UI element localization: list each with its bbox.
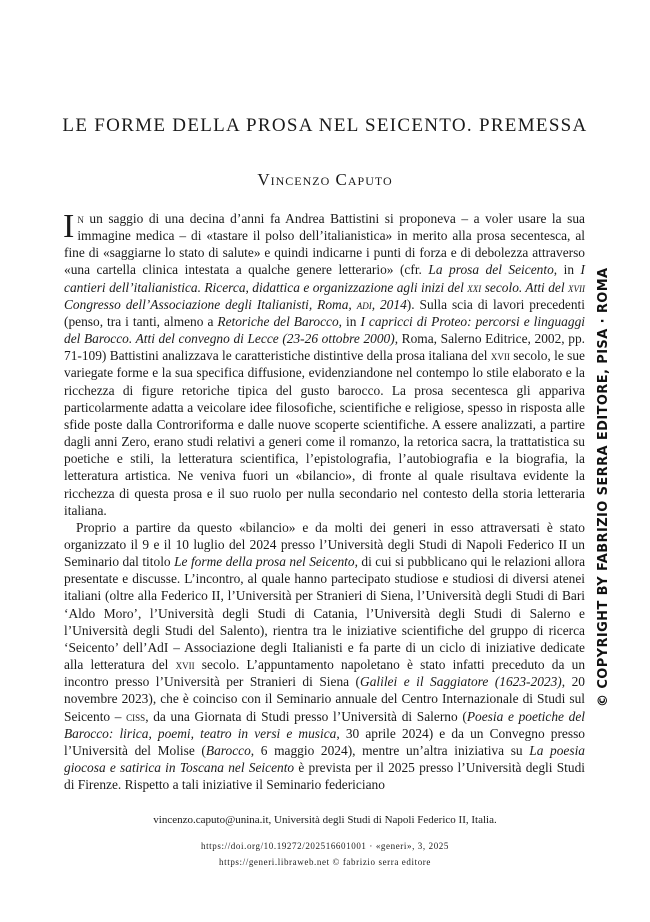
text-run: xvii xyxy=(175,657,195,673)
doi-line: https://doi.org/10.19272/202516601001 · «generi», 3, 2025 xyxy=(200,841,450,851)
article-title: LE FORME DELLA PROSA NEL SEICENTO. PREMESSA xyxy=(62,115,588,136)
drop-cap: I xyxy=(63,208,75,245)
text-run: Retoriche del Barocco xyxy=(217,313,339,329)
text-run: secolo. Atti del xyxy=(481,279,568,295)
text-run: , in xyxy=(553,262,581,278)
text-run: n xyxy=(77,211,84,226)
publisher-site-line: https://generi.libraweb.net © fabrizio serra editore xyxy=(219,857,431,867)
text-run: , 2014 xyxy=(371,296,407,312)
text-run: Proprio a partire da questo «bilancio» e da molti dei generi in esso attraversati è stato organizzato il 9 e il 10 luglio del 2024 presso l’Università degli Studi di Napoli Federico II un Seminario dal titolo xyxy=(64,519,585,570)
text-run: xvii xyxy=(490,348,510,364)
text-run: I cantieri dell’italianistica. Ricerca, didattica e organizzazione agli inizi del xyxy=(64,262,585,295)
text-run: Congresso dell’Associazione degli Italianisti, Roma, xyxy=(64,296,357,312)
text-run: Barocco xyxy=(205,742,251,758)
text-run: , di cui si pubblicano qui le relazioni allora presentate e discusse. L’incontro, al quale hanno partecipato studiose e studiosi di diversi atenei italiani (oltre alla Federico II, l’Università per Stranieri di Siena, l’Università degli Studi di Bari ‘Aldo Moro’, l’Università degli Studi di Catania, l’Università degli Studi di Salerno e l’Università degli Studi del Salento), rientra tra le iniziative scientifiche del gruppo di ricerca ‘Seicento’ dell’AdI – Associazione degli Italianisti e fa parte di un ciclo di iniziative dedicate alla letteratura del xyxy=(64,554,586,673)
text-run: xvii xyxy=(568,279,585,295)
text-run: ciss xyxy=(126,708,146,724)
text-run: secolo, le sue variegate forme e la sua specifica diffusione, evidenziandone nel contempo lo stile elaborato e la ricchezza di figure retoriche tipica del gusto barocco. La prosa secentesca gli appariva particolarmente adatta a veicolare idee filosofiche, scientifiche e religiose, spesso in risposta alle sfide poste dalla Controriforma e dalle nuove scoperte scientifiche. A essere analizzati, a partire dagli anni Zero, erano studi relativi a generi come il romanzo, la retorica sacra, la trattatistica su poetiche e stili, la letteratura scientifica, l’epistolografia, l’autobiografia e la biografia, la letteratura artistica. Ne veniva fuori un «bilancio», di fronte al quale risultava evidente la ricchezza di questa prosa e il suo ruolo per nulla secondario nel contesto della storia letteraria italiana. xyxy=(64,348,585,518)
text-run: I capricci di Proteo: percorsi e linguaggi del Barocco. Atti del convegno di Lecce (23-26 ottobre 2000) xyxy=(64,313,585,347)
author-affiliation-footnote: vincenzo.caputo@unina.it, Università degli Studi di Napoli Federico II, Italia. xyxy=(153,814,497,826)
paragraph-2 xyxy=(64,519,585,794)
text-run: un saggio di una decina d’anni fa Andrea Battistini si proponeva – a voler usare la sua immagine medica – di «tastare il polso dell’italianistica» in merito alla prosa secentesca, al fine di «saggiarne lo stato di salute» e quindi indicarne i punti di forza e di debolezza attraverso «una cartella clinica intestata a qualche genere letterario» (cfr. xyxy=(64,211,585,278)
text-run: Galilei e il Saggiatore (1623-2023) xyxy=(360,674,562,690)
article-author: Vincenzo Caputo xyxy=(257,170,393,189)
text-run: secolo. L’appuntamento napoletano è stato infatti preceduto da un incontro presso l’Università per Stranieri di Siena ( xyxy=(64,657,586,690)
text-run: Poesia e poetiche del Barocco: lirica, poemi, teatro in versi e musica xyxy=(64,708,585,741)
article-body xyxy=(64,210,585,793)
copyright-sidebar: © COPYRIGHT BY FABRIZIO SERRA EDITORE, PISA · ROMA xyxy=(596,267,611,707)
paragraph-1 xyxy=(64,210,585,519)
text-run: , da una Giornata di Studi presso l’Università di Salerno ( xyxy=(145,708,467,724)
text-run: , 30 aprile 2024) e da un Convegno presso l’Università del Molise ( xyxy=(64,725,585,758)
text-run: ). Sulla scia di lavori precedenti (penso, tra i tanti, almeno a xyxy=(64,296,585,329)
text-run: La poesia giocosa e satirica in Toscana nel Seicento xyxy=(64,742,585,775)
text-run: , in xyxy=(338,313,361,329)
text-run: è prevista per il 2025 presso l’Università degli Studi di Firenze. Rispetto a tali iniziative il Seminario federiciano xyxy=(64,760,585,793)
text-run: La prosa del Seicento xyxy=(428,262,554,278)
text-run: , Roma, Salerno Editrice, 2002, pp. 71-109) Battistini analizzava le caratteristiche distintive della prosa italiana del xyxy=(64,331,585,364)
text-run: , 20 novembre 2023), che è coinciso con il Seminario annuale del Centro Internazionale di Studi sul Seicento – xyxy=(64,674,585,724)
text-run: xxi xyxy=(467,279,482,295)
text-run: adi xyxy=(356,296,372,312)
text-run: , 6 maggio 2024), mentre un’altra iniziativa su xyxy=(250,742,530,758)
text-run: Le forme della prosa nel Seicento xyxy=(174,554,355,570)
